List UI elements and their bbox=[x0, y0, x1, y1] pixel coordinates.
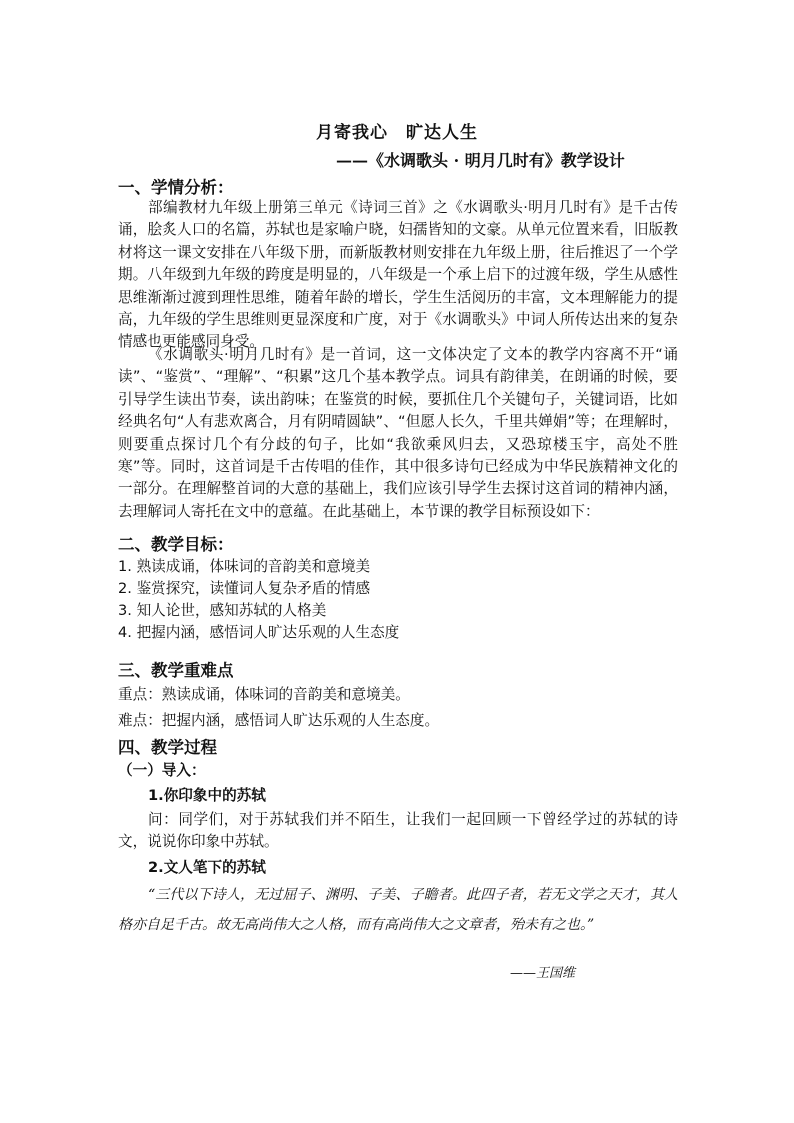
wang-guowei-quote: “三代以下诗人，无过屈子、渊明、子美、子瞻者。此四子者，若无文学之天才，其人格亦自足千古。故无高尚伟大之人格，而有高尚伟大之文章者，殆未有之也。” bbox=[118, 887, 678, 933]
paragraph-learning-analysis-1: 部编教材九年级上册第三单元《诗词三首》之《水调歌头·明月几时有》是千古传诵，脍炙人口的名篇，苏轼也是家喻户晓，妇孺皆知的文豪。从单元位置来看，旧版教材将这一课文安排在八年级下册，而新版教材则安排在九年级上册，往后推迟了一个学期。八年级到九年级的跨度是明显的，八年级是一个承上启下的过渡年级，学生从感性思维渐渐过渡到理性思维，随着年龄的增长，学生生活阅历的丰富，文本理解能力的提高，九年级的学生思维则更显深度和广度，对于《水调歌头》中词人所传达出来的复杂情感也更能感同身受。 bbox=[118, 199, 678, 351]
key-point-text: 重点：熟读成诵，体味词的音韵美和意境美。 bbox=[118, 686, 410, 703]
page-subtitle: ——《水调歌头 · 明月几时有》教学设计 bbox=[336, 151, 625, 170]
paragraph-learning-analysis-2: 《水调歌头·明月几时有》是一首词，这一文体决定了文本的教学内容离不开“诵读”、“鉴赏”、“理解”、“积累”这几个基本教学点。词具有韵律美，在朗诵的时候，要引导学生读出节奏，读出韵味；在鉴赏的时候，要抓住几个关键句子，关键词语，比如经典名句“人有悲欢离合，月有阴晴圆缺”、“但愿人长久，千里共婵娟”等；在理解时，则要重点探讨几个有分歧的句子，比如“我欲乘风归去，又恐琼楼玉宇，高处不胜寒”等。同时，这首词是千古传唱的佳作，其中很多诗句已经成为中华民族精神文化的一部分。在理解整首词的大意的基础上，我们应该引导学生去探讨这首词的精神内涵，去理解词人寄托在文中的意蕴。在此基础上，本节课的教学目标预设如下： bbox=[118, 346, 678, 520]
section-heading-learning-analysis: 一、学情分析： bbox=[118, 178, 234, 197]
section-heading-teaching-goals: 二、教学目标： bbox=[118, 535, 234, 554]
section-heading-teaching-process: 四、教学过程 bbox=[118, 738, 217, 757]
subsection-introduction: （一）导入： bbox=[118, 762, 206, 779]
process-item-2: 2.文人笔下的苏轼 bbox=[148, 859, 266, 876]
goal-item-2: 2. 鉴赏探究，读懂词人复杂矛盾的情感 bbox=[118, 580, 371, 597]
difficult-point-text: 难点：把握内涵，感悟词人旷达乐观的人生态度。 bbox=[118, 712, 440, 729]
goal-item-1: 1. 熟读成诵，体味词的音韵美和意境美 bbox=[118, 558, 371, 575]
quote-author: ——王国维 bbox=[510, 966, 576, 981]
goal-item-3: 3. 知人论世，感知苏轼的人格美 bbox=[118, 602, 327, 619]
process-item-1: 1.你印象中的苏轼 bbox=[148, 787, 266, 804]
process-question: 问：同学们，对于苏轼我们并不陌生，让我们一起回顾一下曾经学过的苏轼的诗文，说说你印象中苏轼。 bbox=[118, 811, 678, 851]
section-heading-key-points: 三、教学重难点 bbox=[118, 661, 234, 680]
page-title: 月寄我心 旷达人生 bbox=[316, 123, 478, 143]
goal-item-4: 4. 把握内涵，感悟词人旷达乐观的人生态度 bbox=[118, 624, 400, 641]
